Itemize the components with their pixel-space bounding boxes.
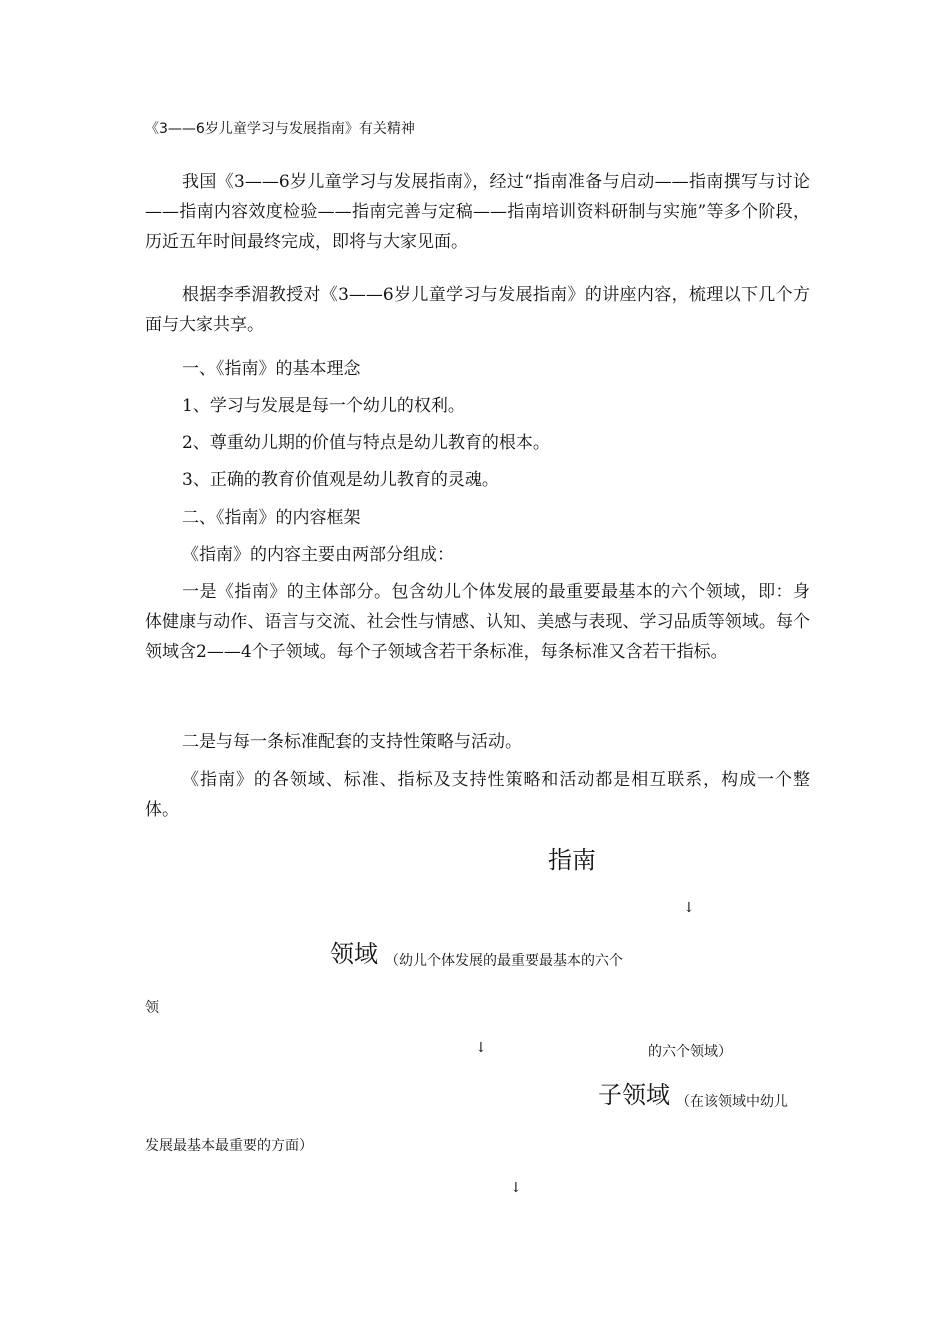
down-arrow-icon: ↓ — [683, 900, 695, 916]
diagram-subdomain-note: （在该领域中幼儿 — [676, 1094, 788, 1110]
diagram-root-label: 指南 — [548, 846, 596, 874]
down-arrow-icon: ↓ — [475, 1040, 487, 1056]
diagram-subdomain-label: 子领域 — [598, 1081, 670, 1109]
diagram-domain-note-continued: 领 — [145, 1000, 159, 1016]
diagram-domain-label: 领域 — [330, 940, 378, 968]
section1-item-2: 2、尊重幼儿期的价值与特点是幼儿教育的根本。 — [182, 433, 550, 453]
lecture-paragraph: 根据李季湄教授对《3——6岁儿童学习与发展指南》的讲座内容，梳理以下几个方面与大家共享。 — [145, 285, 810, 335]
section2-part1: 一是《指南》的主体部分。包含幼儿个体发展的最重要最基本的六个领域，即：身体健康与动作、语言与交流、社会性与情感、认知、美感与表现、学习品质等领域。每个领域含2——4个子领域。每个子领域含若干条标准，每条标准又含若干指标。 — [145, 582, 810, 662]
diagram-domain-note-end: 的六个领域） — [648, 1044, 732, 1060]
section2-intro: 《指南》的内容主要由两部分组成： — [182, 545, 454, 565]
section2-heading: 二、《指南》的内容框架 — [182, 508, 361, 528]
section1-item-3: 3、正确的教育价值观是幼儿教育的灵魂。 — [182, 470, 499, 490]
section2-part2: 二是与每一条标准配套的支持性策略与活动。 — [182, 732, 522, 752]
section2-summary: 《指南》的各领域、标准、指标及支持性策略和活动都是相互联系，构成一个整体。 — [145, 770, 810, 820]
intro-paragraph: 我国《3——6岁儿童学习与发展指南》，经过“指南准备与启动——指南撰写与讨论——指南内容效度检验——指南完善与定稿——指南培训资料研制与实施”等多个阶段，历近五年时间最终完成，即将与大家见面。 — [145, 172, 810, 252]
section1-heading: 一、《指南》的基本理念 — [182, 359, 361, 379]
down-arrow-icon: ↓ — [510, 1180, 522, 1196]
diagram-domain-note: （幼儿个体发展的最重要最基本的六个 — [385, 953, 623, 969]
document-title: 《3——6岁儿童学习与发展指南》有关精神 — [145, 121, 415, 137]
diagram-subdomain-note-continued: 发展最基本最重要的方面） — [145, 1138, 313, 1154]
section1-item-1: 1、学习与发展是每一个幼儿的权利。 — [182, 396, 465, 416]
